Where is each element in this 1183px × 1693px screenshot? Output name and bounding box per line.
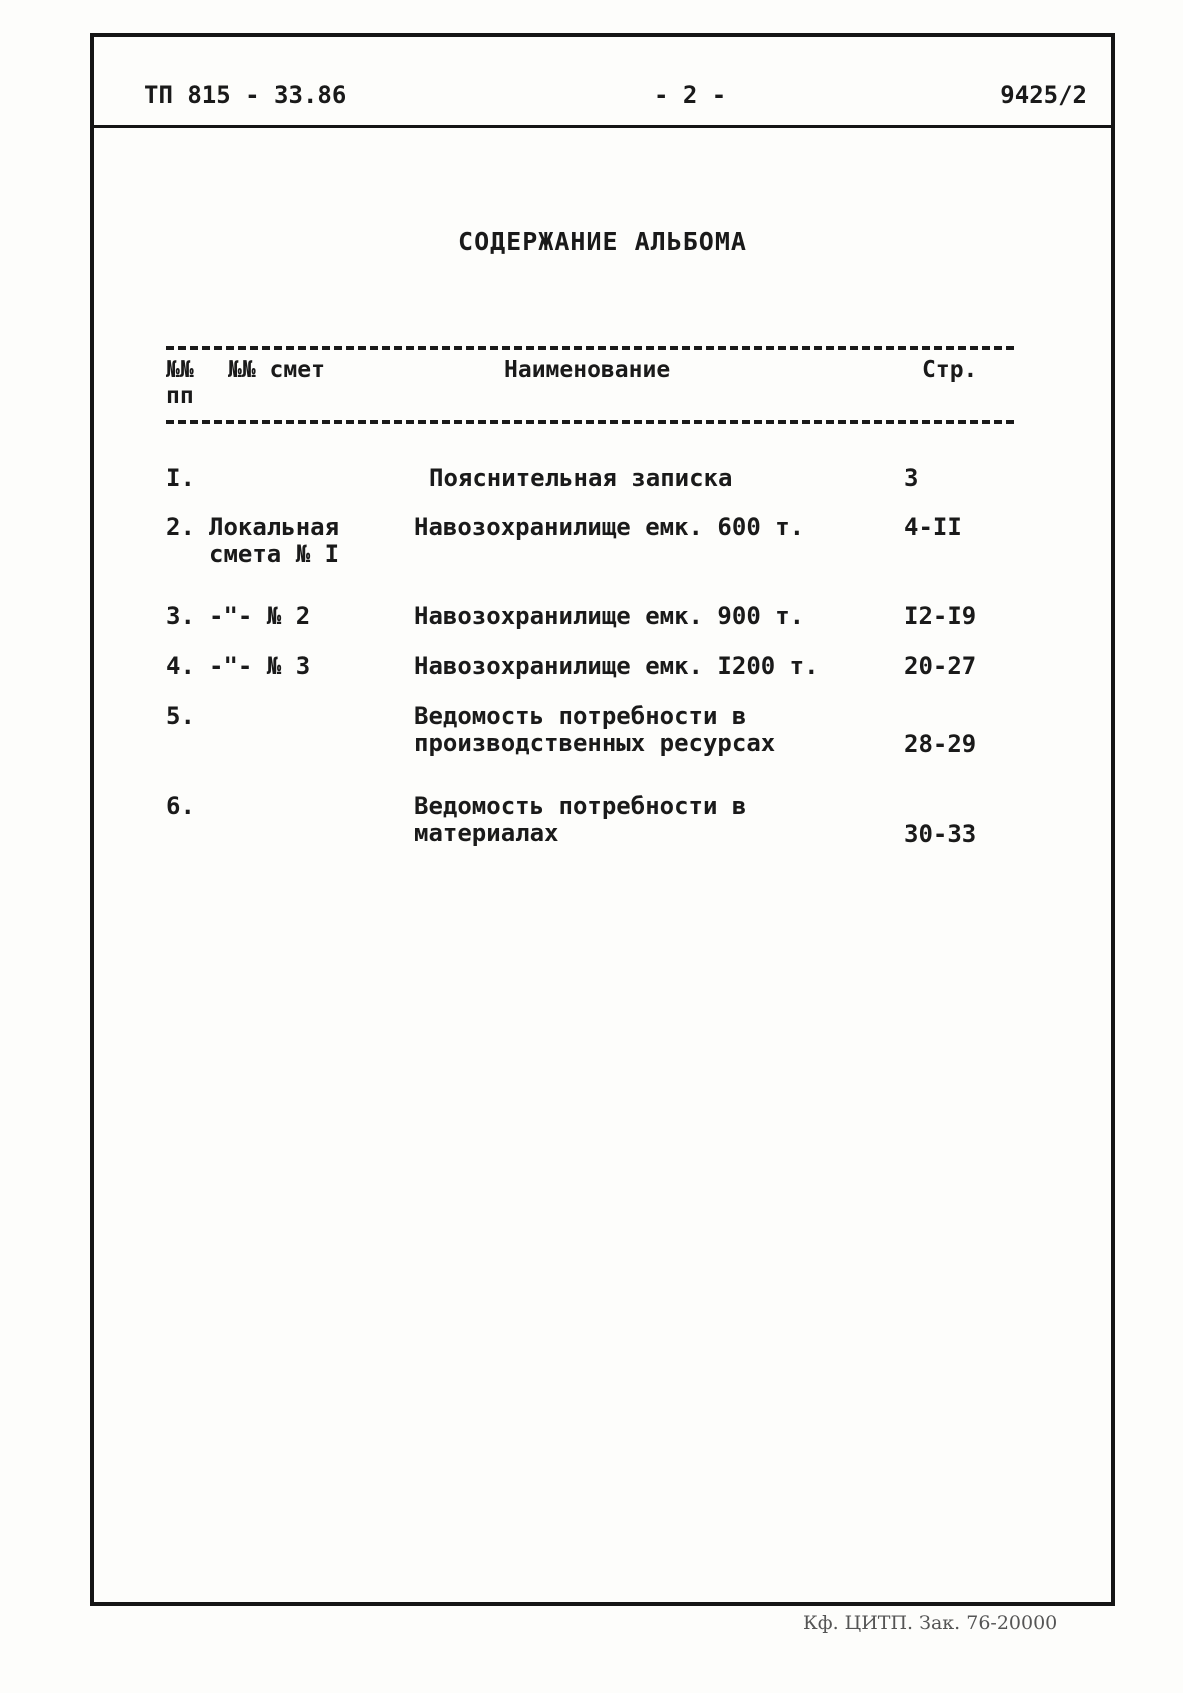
column-header-page: Стр. (922, 357, 978, 383)
row-6-name: Ведомость потребности в материалах (414, 792, 747, 847)
row-1-page: 3 (904, 464, 919, 492)
row-2-num: 2. (166, 513, 195, 541)
document-code: ТП 815 - 33.86 (144, 81, 347, 109)
row-3-smeta: -"- № 2 (209, 602, 311, 630)
row-4-name: Навозохранилище емк. I200 т. (414, 652, 819, 680)
header-divider (94, 125, 1111, 128)
row-2-smeta: Локальная смета № I (209, 513, 340, 568)
row-3-num: 3. (166, 602, 195, 630)
row-2-page: 4-II (904, 513, 962, 541)
row-1-name: Пояснительная записка (429, 464, 733, 492)
row-6-page: 30-33 (904, 820, 977, 848)
row-5-num: 5. (166, 702, 195, 730)
row-3-page: I2-I9 (904, 602, 977, 630)
column-header-num: №№ пп (166, 357, 194, 409)
column-header-name: Наименование (504, 357, 671, 383)
page-number: - 2 - (654, 81, 727, 109)
document-number: 9425/2 (1000, 81, 1087, 109)
page-title: СОДЕРЖАНИЕ АЛЬБОМА (458, 227, 747, 256)
table-top-rule (166, 346, 1014, 350)
row-5-name: Ведомость потребности в производственных ресурсах (414, 702, 776, 757)
page-frame (90, 33, 1115, 1606)
row-4-page: 20-27 (904, 652, 977, 680)
row-5-page: 28-29 (904, 730, 977, 758)
row-2-name: Навозохранилище емк. 600 т. (414, 513, 805, 541)
row-4-num: 4. (166, 652, 195, 680)
table-header-rule (166, 420, 1014, 424)
column-header-smeta: №№ смет (228, 357, 325, 383)
row-1-num: I. (166, 464, 195, 492)
row-6-num: 6. (166, 792, 195, 820)
row-4-smeta: -"- № 3 (209, 652, 311, 680)
row-3-name: Навозохранилище емк. 900 т. (414, 602, 805, 630)
print-footer: Кф. ЦИТП. Зак. 76-20000 (803, 1612, 1058, 1634)
